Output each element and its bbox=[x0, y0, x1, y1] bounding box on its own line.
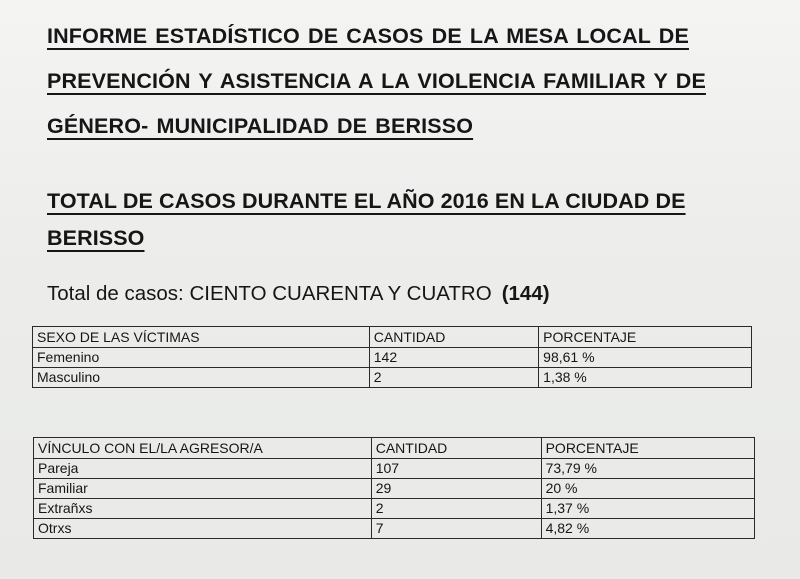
report-title bbox=[47, 14, 747, 149]
table-row bbox=[33, 368, 752, 388]
header-cell: SEXO DE LAS VÍCTIMAS bbox=[33, 327, 370, 348]
report-title-line-1: INFORME ESTADÍSTICO DE CASOS DE LA MESA LOCAL DE bbox=[47, 24, 689, 48]
table-header-row bbox=[33, 327, 752, 348]
table-cell: 1,38 % bbox=[539, 368, 752, 388]
table-cell: 73,79 % bbox=[541, 459, 754, 479]
table-cell: 29 bbox=[371, 479, 541, 499]
header-cell: PORCENTAJE bbox=[539, 327, 752, 348]
table-row bbox=[34, 519, 755, 539]
table-cell: 107 bbox=[371, 459, 541, 479]
total-cases bbox=[47, 282, 550, 306]
section-heading bbox=[47, 183, 747, 257]
header-cell: CANTIDAD bbox=[369, 327, 538, 348]
table-cell: Femenino bbox=[33, 348, 370, 368]
table-row bbox=[34, 499, 755, 519]
victim-sex-table bbox=[32, 326, 752, 388]
table-cell: 2 bbox=[371, 499, 541, 519]
table-row bbox=[33, 348, 752, 368]
table-header-row bbox=[34, 438, 755, 459]
header-cell: PORCENTAJE bbox=[541, 438, 754, 459]
section-heading-line-1: TOTAL DE CASOS DURANTE EL AÑO 2016 EN LA CIUDAD DE bbox=[47, 189, 686, 213]
table-cell: 1,37 % bbox=[541, 499, 754, 519]
section-heading-line-2: BERISSO bbox=[47, 226, 145, 250]
table-cell: 4,82 % bbox=[541, 519, 754, 539]
table-cell: Otrxs bbox=[34, 519, 372, 539]
table-cell: 2 bbox=[369, 368, 538, 388]
total-cases-number: (144) bbox=[501, 282, 550, 305]
table-row bbox=[34, 479, 755, 499]
header-cell: VÍNCULO CON EL/LA AGRESOR/A bbox=[34, 438, 372, 459]
total-cases-label: Total de casos: CIENTO CUARENTA Y CUATRO bbox=[47, 282, 492, 305]
table-cell: 20 % bbox=[541, 479, 754, 499]
table-cell: 98,61 % bbox=[539, 348, 752, 368]
table-cell: Extrañxs bbox=[34, 499, 372, 519]
table-cell: Masculino bbox=[33, 368, 370, 388]
report-title-line-3: GÉNERO- MUNICIPALIDAD DE BERISSO bbox=[47, 114, 474, 138]
table-cell: 7 bbox=[371, 519, 541, 539]
aggressor-relationship-table bbox=[33, 437, 755, 539]
report-title-line-2: PREVENCIÓN Y ASISTENCIA A LA VIOLENCIA FAMILIAR Y DE bbox=[47, 69, 706, 93]
table-cell: Pareja bbox=[34, 459, 372, 479]
table-row bbox=[34, 459, 755, 479]
table-cell: Familiar bbox=[34, 479, 372, 499]
table-cell: 142 bbox=[369, 348, 538, 368]
header-cell: CANTIDAD bbox=[371, 438, 541, 459]
